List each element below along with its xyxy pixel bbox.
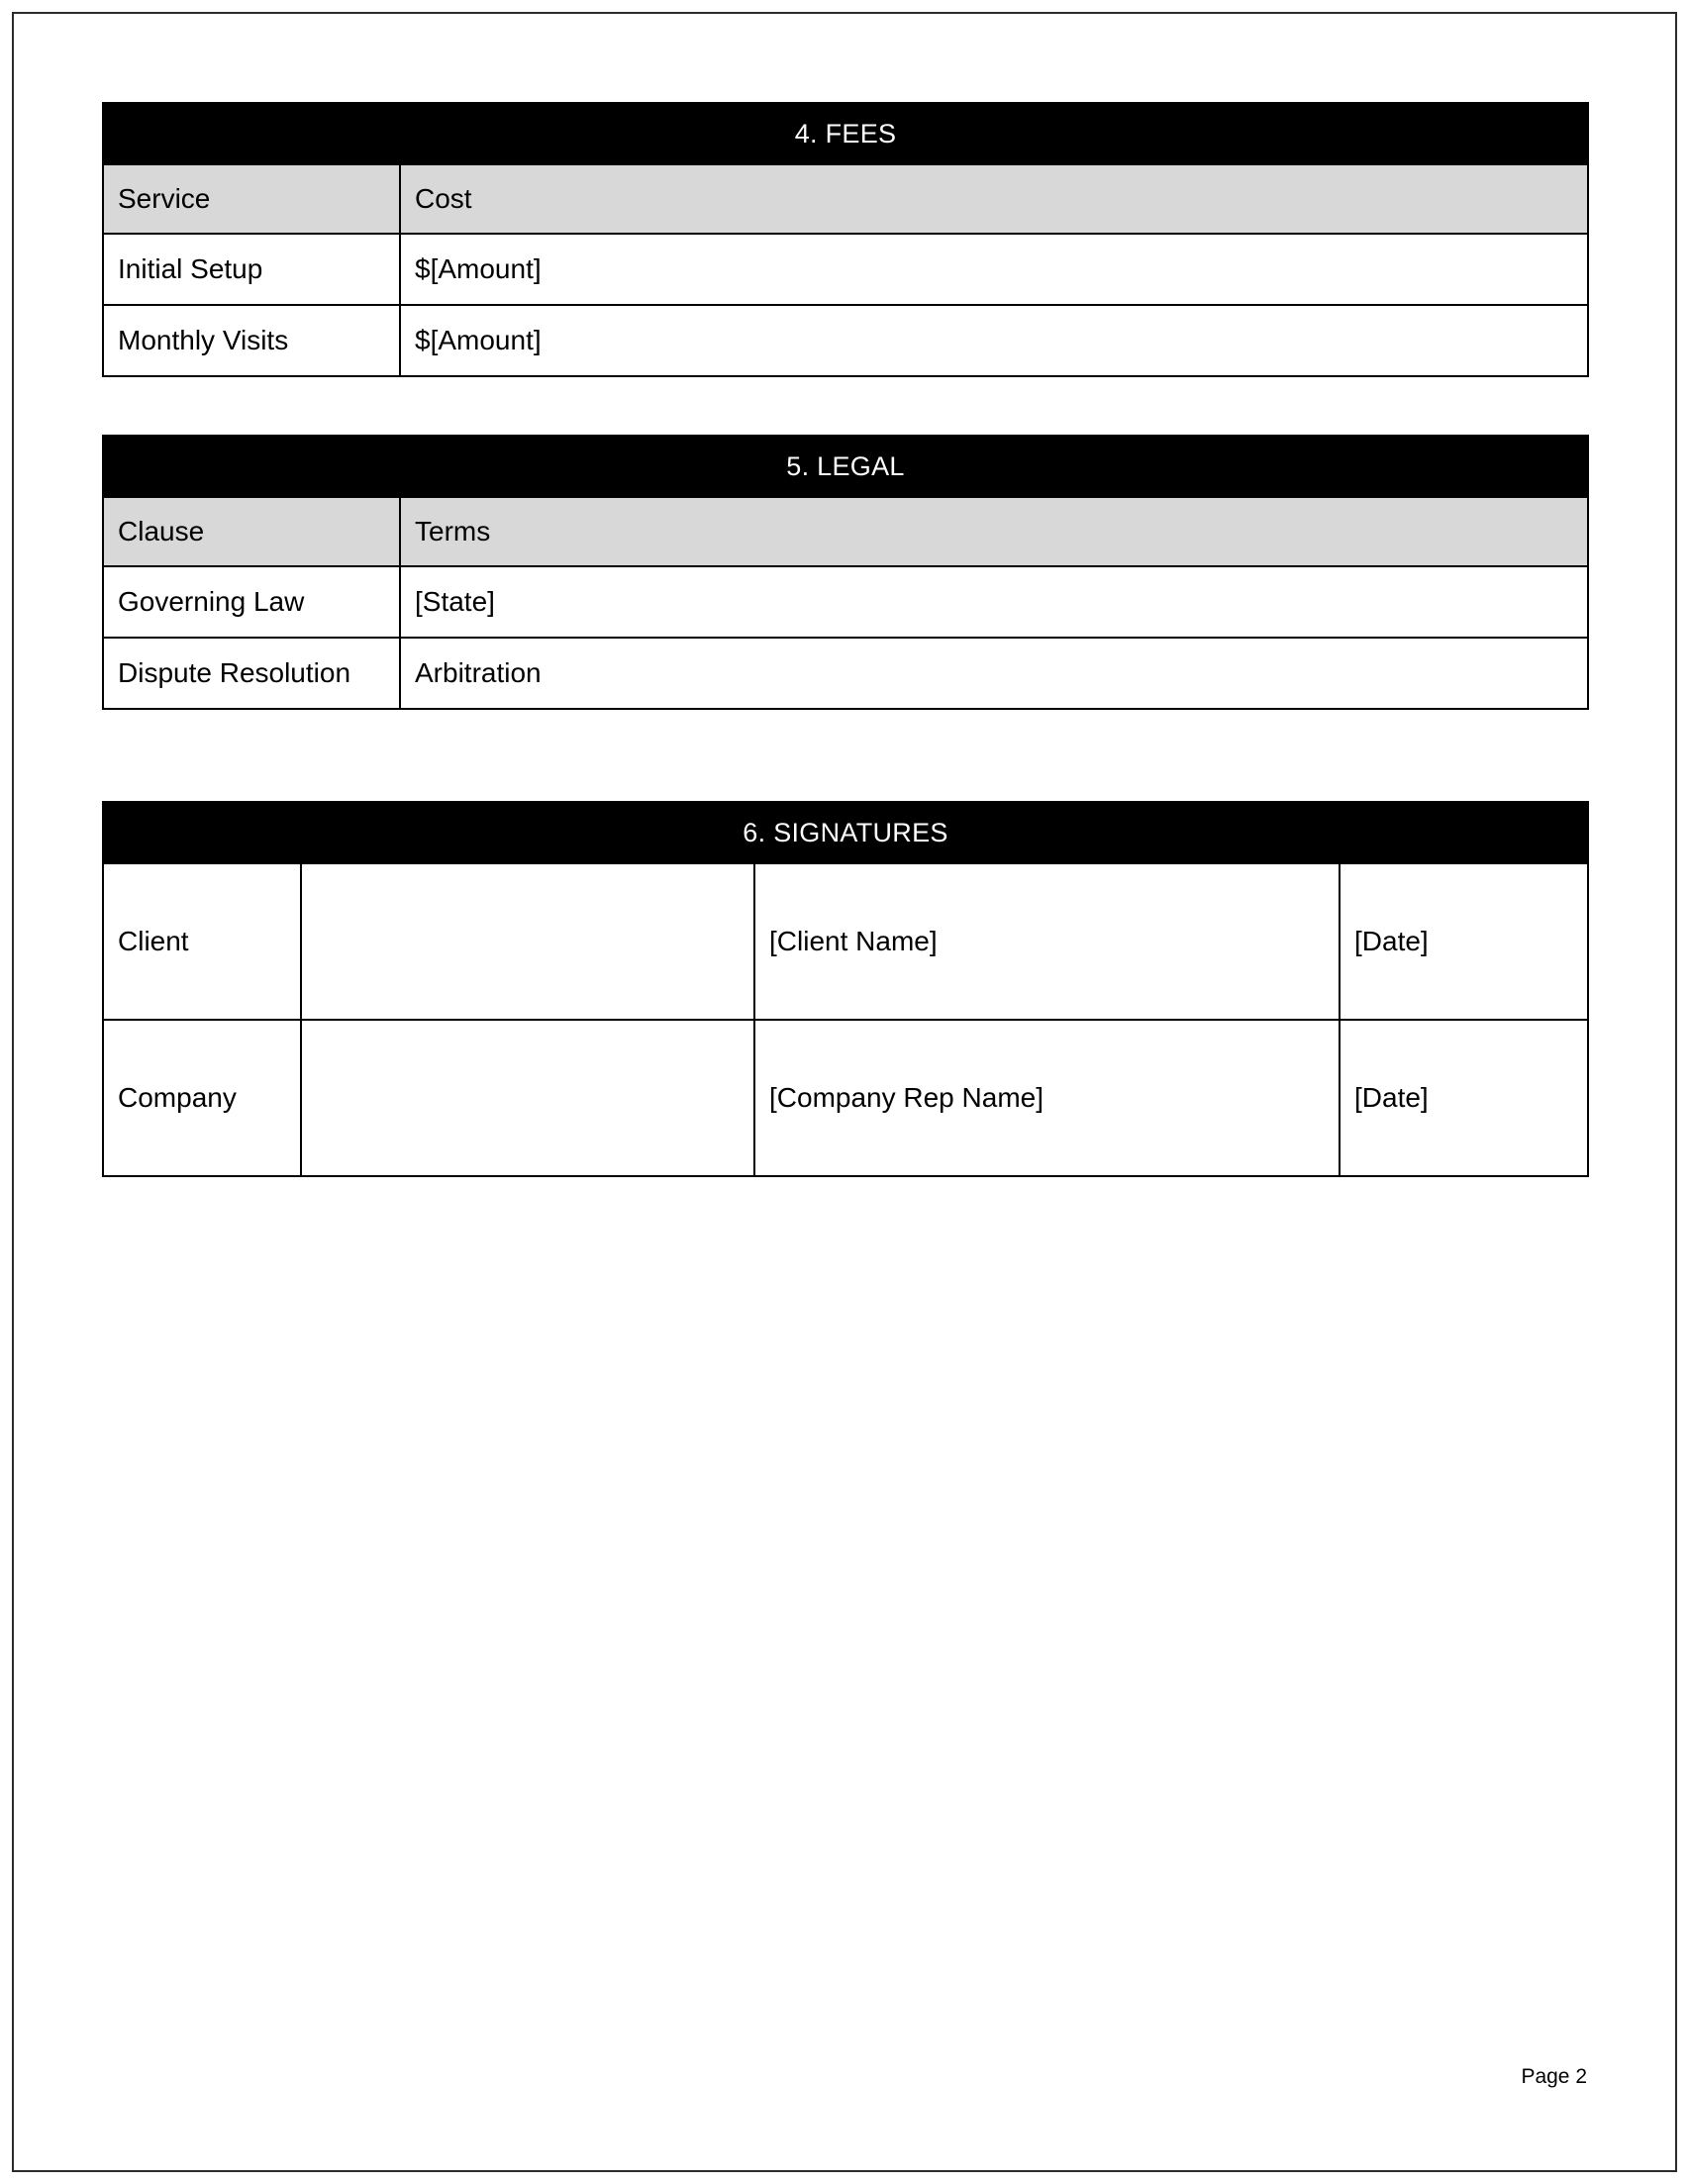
table-row — [103, 234, 1588, 305]
section-spacer — [102, 710, 1587, 801]
signature-name-client[interactable]: [Client Name] — [754, 863, 1340, 1020]
table-row — [103, 305, 1588, 376]
table-row — [103, 863, 1588, 1020]
fees-column-header-cost: Cost — [400, 164, 1588, 234]
fees-row-label-monthly-visits: Monthly Visits — [103, 305, 400, 376]
fees-table — [102, 102, 1589, 377]
signatures-table — [102, 801, 1589, 1177]
legal-row-value-governing-law[interactable]: [State] — [400, 566, 1588, 638]
fees-row-value-initial-setup[interactable]: $[Amount] — [400, 234, 1588, 305]
legal-section-title: 5. LEGAL — [103, 436, 1588, 497]
signature-name-company[interactable]: [Company Rep Name] — [754, 1020, 1340, 1176]
table-row — [103, 1020, 1588, 1176]
table-row — [103, 566, 1588, 638]
table-header-row — [103, 497, 1588, 566]
table-section-band — [103, 103, 1588, 164]
legal-column-header-clause: Clause — [103, 497, 400, 566]
signatures-section-title: 6. SIGNATURES — [103, 802, 1588, 863]
signature-line-client[interactable] — [301, 863, 754, 1020]
fees-row-label-initial-setup: Initial Setup — [103, 234, 400, 305]
signature-party-client: Client — [103, 863, 301, 1020]
signature-party-company: Company — [103, 1020, 301, 1176]
table-section-band — [103, 802, 1588, 863]
fees-row-value-monthly-visits[interactable]: $[Amount] — [400, 305, 1588, 376]
signature-date-client[interactable]: [Date] — [1340, 863, 1588, 1020]
table-row — [103, 638, 1588, 709]
legal-row-value-dispute-resolution[interactable]: Arbitration — [400, 638, 1588, 709]
page-footer: Page 2 — [1521, 2065, 1587, 2088]
table-header-row — [103, 164, 1588, 234]
section-spacer — [102, 377, 1587, 435]
legal-row-label-governing-law: Governing Law — [103, 566, 400, 638]
signature-date-company[interactable]: [Date] — [1340, 1020, 1588, 1176]
fees-section-title: 4. FEES — [103, 103, 1588, 164]
legal-table — [102, 435, 1589, 710]
signature-line-company[interactable] — [301, 1020, 754, 1176]
table-section-band — [103, 436, 1588, 497]
page-content — [102, 102, 1587, 1177]
legal-row-label-dispute-resolution: Dispute Resolution — [103, 638, 400, 709]
legal-column-header-terms: Terms — [400, 497, 1588, 566]
fees-column-header-service: Service — [103, 164, 400, 234]
